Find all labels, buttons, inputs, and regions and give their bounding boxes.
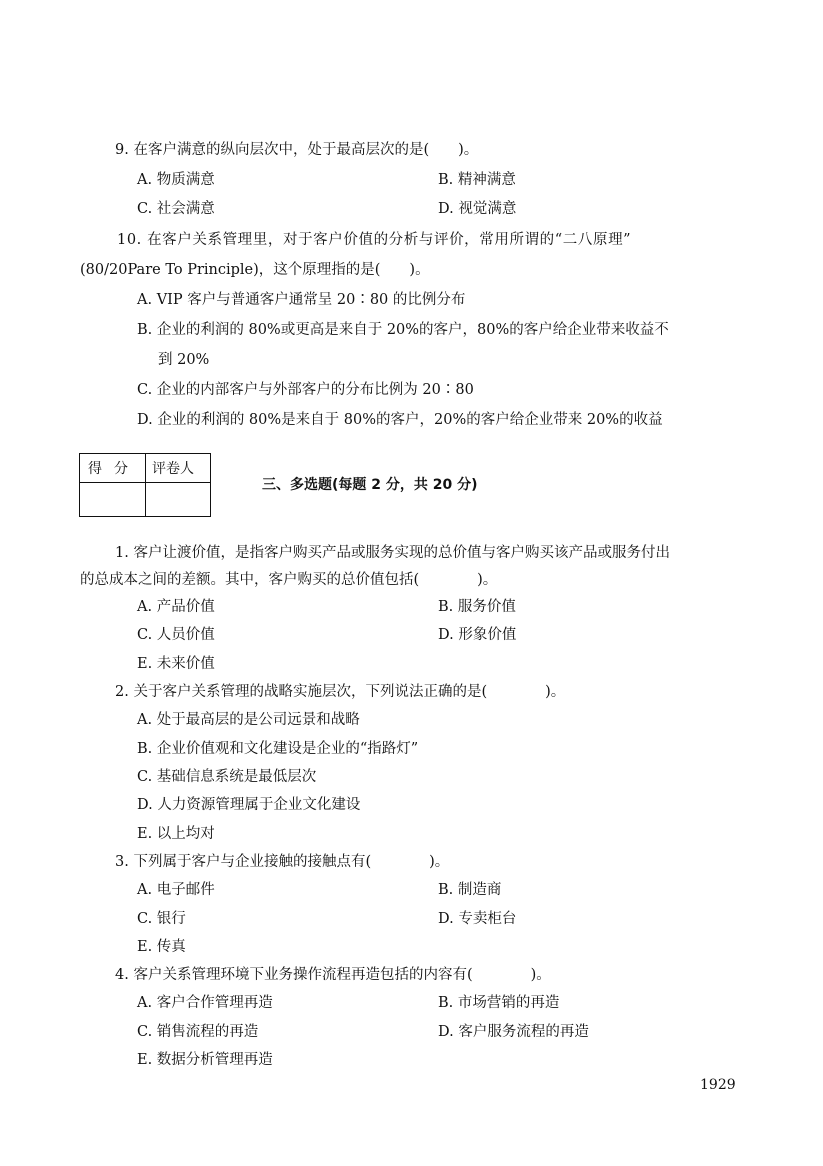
m1-option-b: B. 服务价值 — [438, 599, 516, 615]
m1-option-e: E. 未来价值 — [137, 656, 215, 672]
m3-option-a: A. 电子邮件 — [137, 882, 215, 898]
q10-option-c: C. 企业的内部客户与外部客户的分布比例为 20∶80 — [137, 382, 474, 398]
m3-option-c: C. 银行 — [137, 911, 186, 927]
m4-option-a: A. 客户合作管理再造 — [137, 995, 273, 1011]
m1-stem-line2: 的总成本之间的差额。其中，客户购买的总价值包括( )。 — [80, 572, 498, 588]
page-number: 1929 — [700, 1077, 736, 1093]
m4-stem: 4. 客户关系管理环境下业务操作流程再造包括的内容有( )。 — [115, 967, 551, 983]
m4-option-e: E. 数据分析管理再造 — [137, 1052, 273, 1068]
m1-option-d: D. 形象价值 — [438, 627, 517, 643]
q10-option-a: A. VIP 客户与普通客户通常呈 20∶80 的比例分布 — [137, 292, 466, 308]
m1-option-c: C. 人员价值 — [137, 627, 215, 643]
m1-stem-line1: 1. 客户让渡价值，是指客户购买产品或服务实现的总价值与客户购买该产品或服务付出 — [115, 545, 670, 561]
m2-option-d: D. 人力资源管理属于企业文化建设 — [137, 797, 361, 813]
score-table-divider — [145, 454, 146, 516]
q9-stem: 9. 在客户满意的纵向层次中，处于最高层次的是( )。 — [115, 142, 479, 158]
q10-option-d: D. 企业的利润的 80%是来自于 80%的客户，20%的客户给企业带来 20%的收益 — [137, 412, 663, 428]
q9-option-d: D. 视觉满意 — [438, 201, 517, 217]
m1-option-a: A. 产品价值 — [137, 599, 215, 615]
q10-stem-line1: 10. 在客户关系管理里，对于客户价值的分析与评价，常用所谓的“二八原理” — [117, 232, 632, 248]
m2-option-b: B. 企业价值观和文化建设是企业的“指路灯” — [137, 741, 419, 757]
q10-option-b-line2: 到 20% — [158, 352, 210, 368]
q10-option-b-line1: B. 企业的利润的 80%或更高是来自于 20%的客户，80%的客户给企业带来收益不 — [137, 322, 669, 338]
score-table — [79, 453, 211, 517]
m2-option-a: A. 处于最高层的是公司远景和战略 — [137, 712, 360, 728]
m3-option-d: D. 专卖柜台 — [438, 911, 517, 927]
m3-option-e: E. 传真 — [137, 939, 186, 955]
m4-option-d: D. 客户服务流程的再造 — [438, 1024, 589, 1040]
m3-stem: 3. 下列属于客户与企业接触的接触点有( )。 — [115, 854, 450, 870]
q9-option-c: C. 社会满意 — [137, 201, 215, 217]
m3-option-b: B. 制造商 — [438, 882, 502, 898]
m4-option-c: C. 销售流程的再造 — [137, 1024, 259, 1040]
q9-option-a: A. 物质满意 — [137, 172, 215, 188]
score-header: 得分 — [88, 461, 140, 477]
section-title: 三、多选题(每题 2 分，共 20 分) — [262, 477, 478, 493]
q9-option-b: B. 精神满意 — [438, 172, 516, 188]
m4-option-b: B. 市场营销的再造 — [438, 995, 560, 1011]
score-table-row-divider — [80, 482, 210, 483]
m2-stem: 2. 关于客户关系管理的战略实施层次，下列说法正确的是( )。 — [115, 684, 566, 700]
grader-header: 评卷人 — [152, 461, 194, 477]
q10-stem-line2: (80/20Pare To Principle)，这个原理指的是( )。 — [80, 262, 430, 278]
m2-option-e: E. 以上均对 — [137, 826, 215, 842]
m2-option-c: C. 基础信息系统是最低层次 — [137, 769, 317, 785]
